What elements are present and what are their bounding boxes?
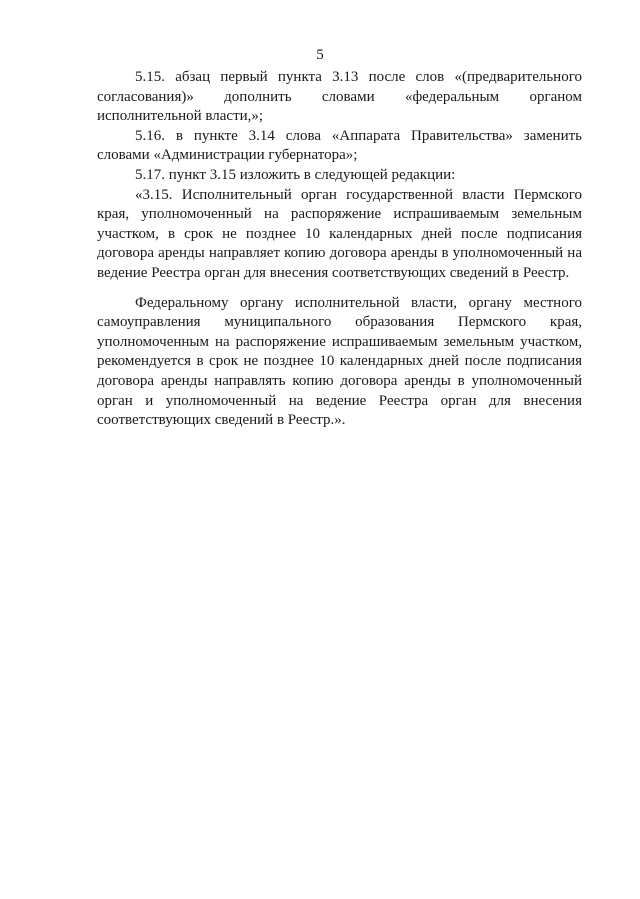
paragraph-3-15-quote: «3.15. Исполнительный орган государственной власти Пермского края, уполномоченный на распоряжение испрашиваемым земельным участком, в срок не позднее 10 календарных дней после подписания договора аренды направляет копию договора аренды в уполномоченный на ведение Реестра орган для внесения соответствующих сведений в Реестр. (97, 186, 582, 281)
page-number: 5 (316, 47, 324, 63)
paragraph-5-16: 5.16. в пункте 3.14 слова «Аппарата Правительства» заменить словами «Администрации губернатора»; (97, 127, 582, 164)
paragraph-federal-organ: Федеральному органу исполнительной власти, органу местного самоуправления муниципального образования Пермского края, уполномоченным на распоряжение испрашиваемым земельным участком, рекомендуется в срок не позднее 10 календарных дней после подписания договора аренды направлять копию договора аренды в уполномоченный орган и уполномоченный на ведение Реестра орган для внесения соответствующих сведений в Реестр.». (97, 294, 582, 429)
paragraph-5-17: 5.17. пункт 3.15 изложить в следующей редакции: (135, 166, 456, 183)
document-body (97, 68, 582, 431)
paragraph-5-15: 5.15. абзац первый пункта 3.13 после слов «(предварительного согласования)» дополнить словами «федеральным органом исполнительной власти,»; (97, 69, 582, 125)
